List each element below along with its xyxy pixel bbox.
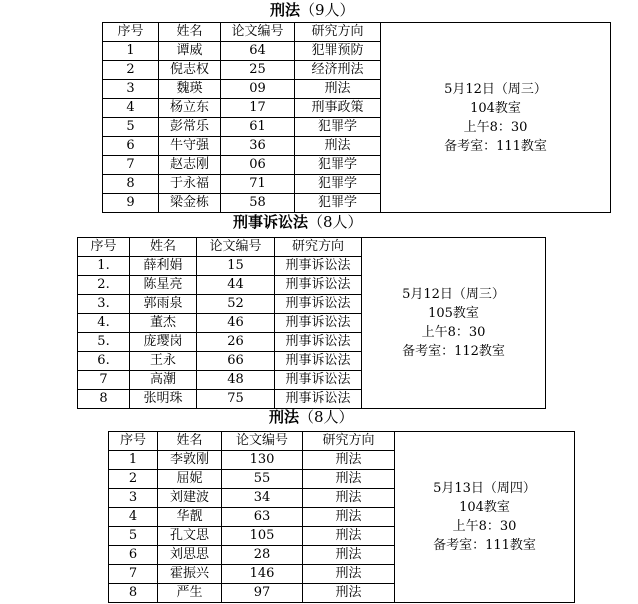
thesis-number: 64 <box>221 42 295 61</box>
exam-info-line: 5月12日（周三） <box>444 81 547 97</box>
thesis-number: 48 <box>197 371 275 390</box>
thesis-number: 06 <box>221 156 295 175</box>
thesis-number: 75 <box>197 390 275 409</box>
section-title <box>270 1 355 19</box>
thesis-number: 105 <box>222 527 303 546</box>
thesis-number: 97 <box>222 584 303 603</box>
exam-info-cell <box>395 432 575 603</box>
exam-info-line: 上午8：30 <box>421 325 486 340</box>
thesis-number: 15 <box>197 257 275 276</box>
column-header: 研究方向 <box>303 432 395 451</box>
research-direction: 刑法 <box>303 584 395 603</box>
research-direction: 犯罪学 <box>295 118 381 137</box>
thesis-number: 44 <box>197 276 275 295</box>
student-name: 董杰 <box>130 314 197 333</box>
student-name: 魏瑛 <box>159 80 221 99</box>
row-number: 3 <box>103 80 159 99</box>
thesis-number: 52 <box>197 295 275 314</box>
schedule-table <box>108 431 575 603</box>
row-number: 4 <box>103 99 159 118</box>
row-number: 7 <box>103 156 159 175</box>
research-direction: 刑事诉讼法 <box>275 257 362 276</box>
thesis-number: 26 <box>197 333 275 352</box>
section-title-count: （8人） <box>308 213 363 231</box>
exam-info-line: 备考室：112教室 <box>402 344 505 359</box>
row-number: 2. <box>78 276 130 295</box>
thesis-number: 146 <box>222 565 303 584</box>
exam-info-line: 5月12日（周三） <box>402 287 505 302</box>
column-header: 序号 <box>103 23 159 42</box>
column-header: 序号 <box>78 238 130 257</box>
table-header-row <box>103 23 611 42</box>
column-header: 姓名 <box>158 432 222 451</box>
student-name: 高潮 <box>130 371 197 390</box>
column-header: 姓名 <box>159 23 221 42</box>
row-number: 4. <box>78 314 130 333</box>
table-header-row <box>109 432 575 451</box>
research-direction: 刑法 <box>303 451 395 470</box>
row-number: 8 <box>103 175 159 194</box>
research-direction: 刑法 <box>303 508 395 527</box>
research-direction: 犯罪学 <box>295 194 381 213</box>
thesis-number: 36 <box>221 137 295 156</box>
exam-info-line: 5月13日（周四） <box>433 481 536 496</box>
research-direction: 刑事政策 <box>295 99 381 118</box>
student-name: 屈妮 <box>158 470 222 489</box>
student-name: 张明珠 <box>130 390 197 409</box>
thesis-number: 28 <box>222 546 303 565</box>
research-direction: 刑事诉讼法 <box>275 333 362 352</box>
column-header: 研究方向 <box>295 23 381 42</box>
research-direction: 刑法 <box>303 546 395 565</box>
exam-info-cell <box>381 23 611 213</box>
row-number: 6 <box>103 137 159 156</box>
research-direction: 刑法 <box>303 470 395 489</box>
research-direction: 刑事诉讼法 <box>275 352 362 371</box>
exam-info-line: 上午8：30 <box>452 519 517 534</box>
research-direction: 刑事诉讼法 <box>275 390 362 409</box>
student-name: 华靓 <box>158 508 222 527</box>
student-name: 陈星亮 <box>130 276 197 295</box>
row-number: 5 <box>103 118 159 137</box>
student-name: 严生 <box>158 584 222 603</box>
exam-info-line: 备考室：111教室 <box>433 538 536 553</box>
student-name: 梁金栋 <box>159 194 221 213</box>
row-number: 3. <box>78 295 130 314</box>
student-name: 庞璎岗 <box>130 333 197 352</box>
column-header: 姓名 <box>130 238 197 257</box>
research-direction: 犯罪学 <box>295 175 381 194</box>
student-name: 杨立东 <box>159 99 221 118</box>
research-direction: 经济刑法 <box>295 61 381 80</box>
column-header: 研究方向 <box>275 238 362 257</box>
section-title <box>269 408 354 426</box>
thesis-number: 66 <box>197 352 275 371</box>
thesis-number: 25 <box>221 61 295 80</box>
row-number: 2 <box>103 61 159 80</box>
student-name: 刘思思 <box>158 546 222 565</box>
student-name: 王永 <box>130 352 197 371</box>
exam-info-line: 105教室 <box>428 306 479 321</box>
section-title-name: 刑法 <box>269 408 300 426</box>
exam-info-line: 104教室 <box>470 100 521 116</box>
student-name: 郭雨泉 <box>130 295 197 314</box>
section-title <box>233 213 363 231</box>
exam-info-line: 上午8：30 <box>463 119 528 135</box>
research-direction: 犯罪学 <box>295 156 381 175</box>
research-direction: 刑事诉讼法 <box>275 295 362 314</box>
research-direction: 犯罪预防 <box>295 42 381 61</box>
thesis-number: 61 <box>221 118 295 137</box>
student-name: 李敦刚 <box>158 451 222 470</box>
column-header: 序号 <box>109 432 158 451</box>
thesis-number: 71 <box>221 175 295 194</box>
research-direction: 刑事诉讼法 <box>275 276 362 295</box>
row-number: 2 <box>109 470 158 489</box>
thesis-number: 55 <box>222 470 303 489</box>
schedule-table <box>77 237 546 409</box>
research-direction: 刑事诉讼法 <box>275 314 362 333</box>
student-name: 牛守强 <box>159 137 221 156</box>
thesis-number: 34 <box>222 489 303 508</box>
thesis-number: 130 <box>222 451 303 470</box>
thesis-number: 58 <box>221 194 295 213</box>
row-number: 7 <box>78 371 130 390</box>
thesis-number: 46 <box>197 314 275 333</box>
row-number: 6 <box>109 546 158 565</box>
student-name: 孔文思 <box>158 527 222 546</box>
research-direction: 刑法 <box>295 80 381 99</box>
exam-info-cell <box>362 238 546 409</box>
table-header-row <box>78 238 546 257</box>
student-name: 赵志刚 <box>159 156 221 175</box>
student-name: 薛利娟 <box>130 257 197 276</box>
research-direction: 刑法 <box>303 565 395 584</box>
schedule-table <box>102 22 611 213</box>
row-number: 1 <box>103 42 159 61</box>
row-number: 7 <box>109 565 158 584</box>
column-header: 论文编号 <box>222 432 303 451</box>
student-name: 谭威 <box>159 42 221 61</box>
row-number: 6. <box>78 352 130 371</box>
row-number: 8 <box>78 390 130 409</box>
research-direction: 刑法 <box>303 527 395 546</box>
section-title-count: （9人） <box>300 1 355 19</box>
student-name: 霍振兴 <box>158 565 222 584</box>
student-name: 倪志权 <box>159 61 221 80</box>
thesis-number: 63 <box>222 508 303 527</box>
research-direction: 刑事诉讼法 <box>275 371 362 390</box>
exam-info-line: 备考室：111教室 <box>444 138 547 154</box>
row-number: 5 <box>109 527 158 546</box>
student-name: 刘建波 <box>158 489 222 508</box>
column-header: 论文编号 <box>197 238 275 257</box>
row-number: 1 <box>109 451 158 470</box>
row-number: 3 <box>109 489 158 508</box>
row-number: 8 <box>109 584 158 603</box>
thesis-number: 17 <box>221 99 295 118</box>
exam-info-line: 104教室 <box>459 500 510 515</box>
column-header: 论文编号 <box>221 23 295 42</box>
row-number: 4 <box>109 508 158 527</box>
section-title-count: （8人） <box>299 408 354 426</box>
thesis-number: 09 <box>221 80 295 99</box>
row-number: 5. <box>78 333 130 352</box>
student-name: 彭常乐 <box>159 118 221 137</box>
section-title-name: 刑法 <box>270 1 301 19</box>
student-name: 于永福 <box>159 175 221 194</box>
research-direction: 刑法 <box>303 489 395 508</box>
section-title-name: 刑事诉讼法 <box>233 213 309 231</box>
research-direction: 刑法 <box>295 137 381 156</box>
row-number: 9 <box>103 194 159 213</box>
row-number: 1. <box>78 257 130 276</box>
